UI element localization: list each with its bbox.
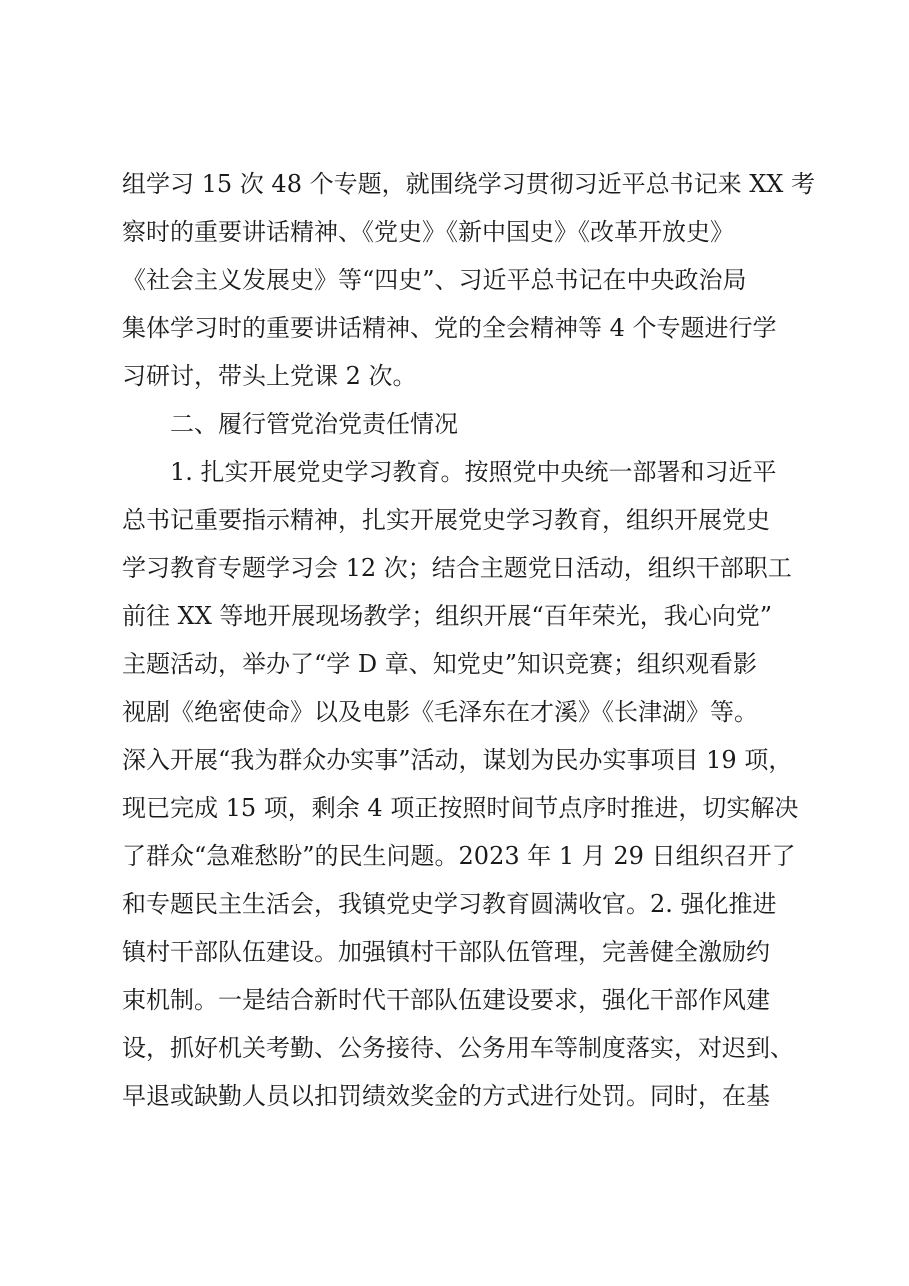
body-text-line: 总书记重要指示精神，扎实开展党史学习教育，组织开展党史 (122, 506, 770, 534)
body-text-line: 察时的重要讲话精神、《党史》《新中国史》《改革开放史》 (122, 218, 734, 246)
body-text-line: 镇村干部队伍建设。加强镇村干部队伍管理，完善健全激励约 (122, 938, 770, 966)
body-text-line: 现已完成 15 项，剩余 4 项正按照时间节点序时推进，切实解决 (122, 794, 799, 822)
body-text-line: 了群众“急难愁盼”的民生问题。2023 年 1 月 29 日组织召开了 (122, 842, 796, 870)
body-text-line: 《社会主义发展史》等“四史”、习近平总书记在中央政治局 (122, 266, 747, 294)
body-text-line: 和专题民主生活会，我镇党史学习教育圆满收官。2. 强化推进 (122, 890, 777, 918)
body-text-line: 学习教育专题学习会 12 次；结合主题党日活动，组织干部职工 (122, 554, 792, 582)
body-text-line: 束机制。一是结合新时代干部队伍建设要求，强化干部作风建 (122, 986, 770, 1014)
body-text-line: 早退或缺勤人员以扣罚绩效奖金的方式进行处罚。同时，在基 (122, 1082, 770, 1110)
body-text-line: 集体学习时的重要讲话精神、党的全会精神等 4 个专题进行学 (122, 314, 777, 342)
body-text-line: 组学习 15 次 48 个专题，就围绕学习贯彻习近平总书记来 XX 考 (122, 170, 816, 198)
body-text-line: 视剧《绝密使命》以及电影《毛泽东在才溪》《长津湖》等。 (122, 698, 758, 726)
body-text-line: 习研讨，带头上党课 2 次。 (122, 362, 417, 390)
body-text-line: 前往 XX 等地开展现场教学；组织开展“百年荣光，我心向党” (122, 602, 772, 630)
body-text-line: 主题活动，举办了“学 D 章、知党史”知识竞赛；组织观看影 (122, 650, 758, 678)
section-heading: 二、履行管党治党责任情况 (170, 410, 458, 438)
body-text-line: 深入开展“我为群众办实事”活动，谋划为民办实事项目 19 项， (122, 746, 793, 774)
body-text-line: 设，抓好机关考勤、公务接待、公务用车等制度落实，对迟到、 (122, 1034, 794, 1062)
body-text-line: 1. 扎实开展党史学习教育。按照党中央统一部署和习近平 (170, 458, 777, 486)
